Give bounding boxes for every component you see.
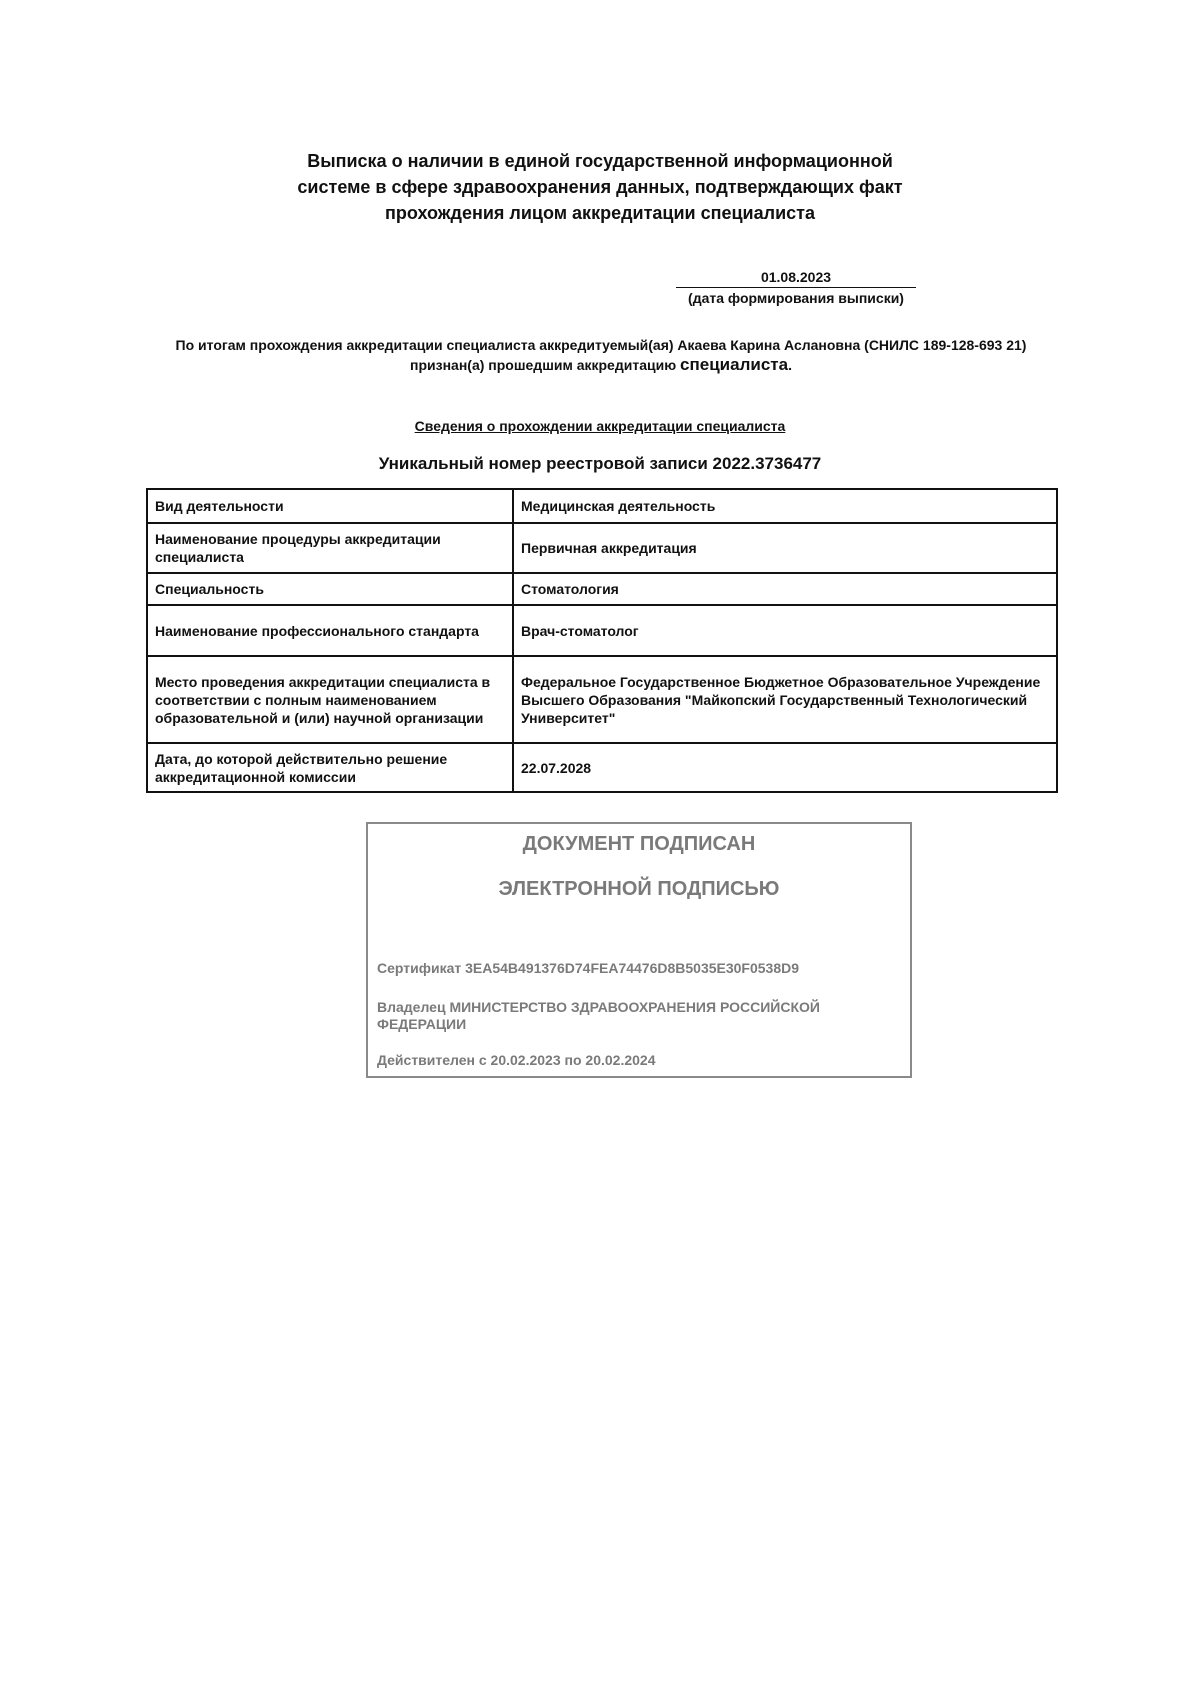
statement-emphasis: специалиста xyxy=(680,355,789,374)
statement-end: . xyxy=(788,357,792,373)
statement-text: По итогам прохождения аккредитации специалиста аккредитуемый(ая) Акаева Карина Аслановна (СНИЛС 189-128-693 21) признан(а) прошедшим аккредитацию xyxy=(175,337,1027,373)
title-line-1: Выписка о наличии в единой государственной информационной xyxy=(307,151,893,171)
table-row xyxy=(147,656,1057,743)
table-row xyxy=(147,523,1057,573)
stamp-heading-2: ЭЛЕКТРОННОЙ ПОДПИСЬЮ xyxy=(498,878,780,900)
electronic-signature-stamp xyxy=(366,822,912,1078)
row-value: Врач-стоматолог xyxy=(513,605,1057,656)
issue-date: 01.08.2023 xyxy=(676,268,916,288)
stamp-heading-1: ДОКУМЕНТ ПОДПИСАН xyxy=(522,833,756,855)
row-value: Стоматология xyxy=(513,573,1057,605)
row-label: Место проведения аккредитации специалиста в соответствии с полным наименованием образовательной и (или) научной организации xyxy=(147,656,513,743)
title-line-2: системе в сфере здравоохранения данных, подтверждающих факт xyxy=(297,177,903,197)
date-block xyxy=(676,268,916,308)
stamp-certificate: Сертификат 3EA54B491376D74FEA74476D8B5035E30F0538D9 xyxy=(377,960,800,976)
document-title xyxy=(250,148,950,226)
row-label: Дата, до которой действительно решение аккредитационной комиссии xyxy=(147,743,513,792)
section-heading: Сведения о прохождении аккредитации специалиста xyxy=(414,418,786,434)
row-value: Первичная аккредитация xyxy=(513,523,1057,573)
accreditation-table xyxy=(146,488,1058,793)
row-label: Вид деятельности xyxy=(147,489,513,523)
stamp-owner: Владелец МИНИСТЕРСТВО ЗДРАВООХРАНЕНИЯ РОССИЙСКОЙ ФЕДЕРАЦИИ xyxy=(377,999,820,1032)
stamp-validity: Действителен с 20.02.2023 по 20.02.2024 xyxy=(377,1052,656,1068)
table-row xyxy=(147,573,1057,605)
row-value: Федеральное Государственное Бюджетное Образовательное Учреждение Высшего Образования "Майкопский Государственный Технологический Университет" xyxy=(513,656,1057,743)
issue-date-caption: (дата формирования выписки) xyxy=(688,290,904,306)
table-row xyxy=(147,743,1057,792)
registry-number: Уникальный номер реестровой записи 2022.3736477 xyxy=(378,454,822,473)
table-row xyxy=(147,489,1057,523)
row-value: 22.07.2028 xyxy=(513,743,1057,792)
row-value: Медицинская деятельность xyxy=(513,489,1057,523)
title-line-3: прохождения лицом аккредитации специалиста xyxy=(385,203,815,223)
row-label: Наименование профессионального стандарта xyxy=(147,605,513,656)
accreditation-statement xyxy=(146,336,1056,375)
table-row xyxy=(147,605,1057,656)
row-label: Наименование процедуры аккредитации специалиста xyxy=(147,523,513,573)
row-label: Специальность xyxy=(147,573,513,605)
